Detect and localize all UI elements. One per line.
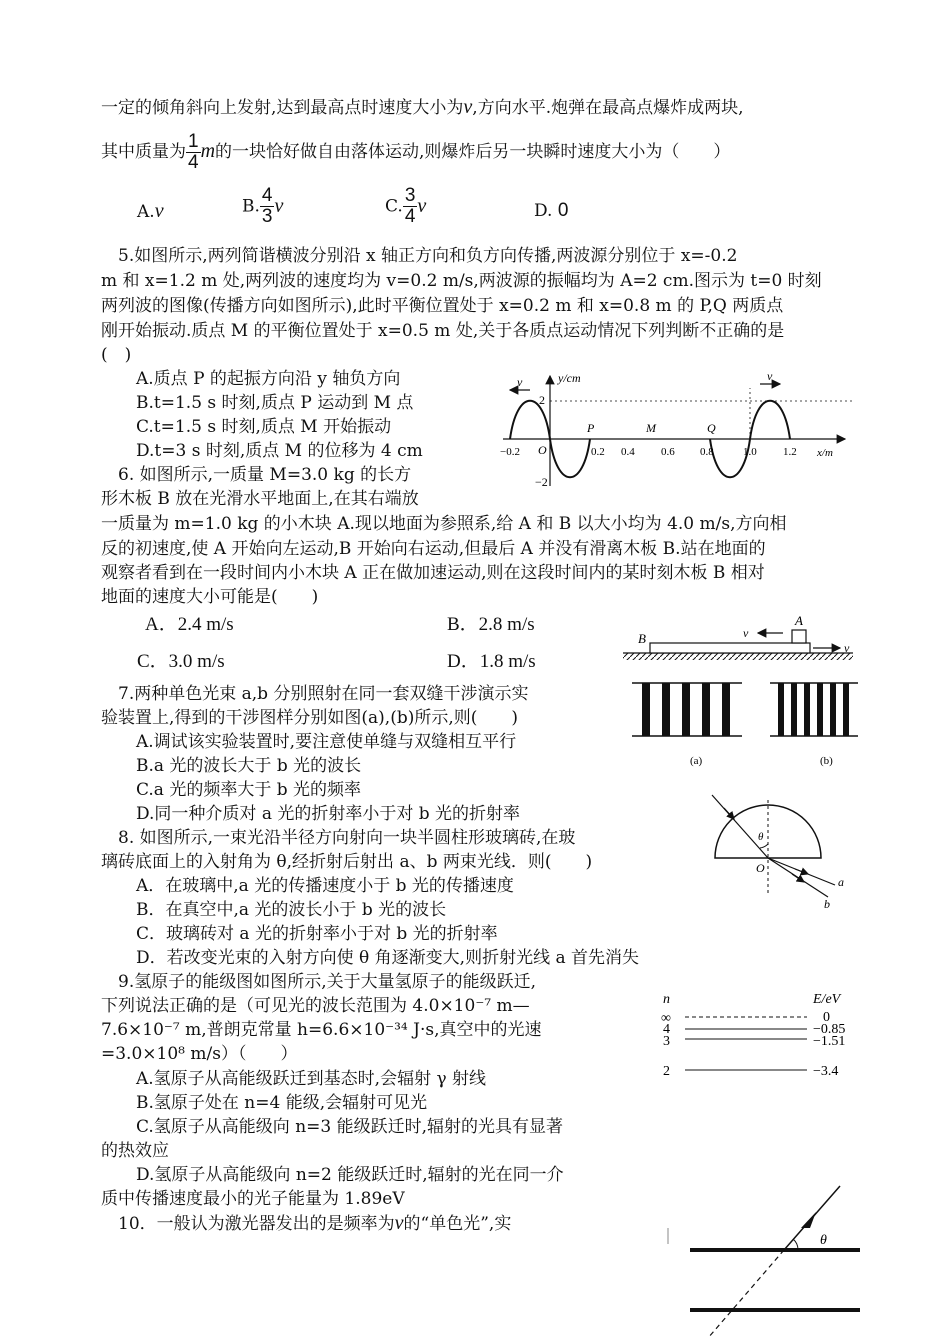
velocity-a-label: v [743, 626, 749, 640]
level-n-3: 3 [663, 1034, 670, 1049]
q7-option-b: B.a 光的波长大于 b 光的波长 [136, 756, 362, 776]
q10-slab-figure [660, 1178, 870, 1342]
level-e-3: −1.51 [813, 1034, 846, 1049]
x-tick: 0.2 [591, 446, 605, 458]
q9-stem-line: =3.0×10⁸ m/s）（ ） [101, 1044, 298, 1064]
q5-option-d: D.t=3 s 时刻,质点 M 的位移为 4 cm [136, 441, 423, 461]
q5-stem-line: m 和 x=1.2 m 处,两列波的速度均为 v=0.2 m/s,两波源的振幅均为 A=2 cm.图示为 t=0 时刻 [101, 271, 822, 291]
q4-option-d: D. 0 [534, 200, 569, 221]
point-p-label: P [587, 421, 595, 435]
q9-option-a: A.氢原子从高能级跃迁到基态时,会辐射 γ 射线 [136, 1069, 487, 1089]
level-e-4: −0.85 [813, 1022, 846, 1037]
caption-a: (a) [690, 755, 703, 767]
q7-option-a: A.调试该实验装置时,要注意使单缝与双缝相互平行 [136, 732, 517, 752]
y-axis-label: y/cm [558, 371, 581, 385]
ray-b-label: b [824, 897, 830, 910]
q9-energy-level-figure [655, 985, 865, 1085]
q6-option-b: B．2.8 m/s [447, 614, 535, 635]
q9-option-d-cont: 质中传播速度最小的光子能量为 1.89eV [101, 1189, 405, 1209]
q8-option-d: D．若改变光束的入射方向使 θ 角逐渐变大,则折射光线 a 首先消失 [136, 948, 640, 968]
origin-label: O [538, 443, 547, 457]
level-e-2: −3.4 [813, 1064, 839, 1079]
level-n-2: 2 [663, 1064, 670, 1079]
q6-option-a: A．2.4 m/s [145, 614, 234, 635]
q9-option-c-cont: 的热效应 [101, 1141, 169, 1161]
q8-glass-figure [700, 790, 860, 910]
level-e-inf: 0 [823, 1010, 830, 1025]
q6-option-c: C．3.0 m/s [137, 651, 225, 672]
q6-stem-line: 地面的速度大小可能是( ) [101, 587, 319, 607]
q9-stem-line: 下列说法正确的是（可见光的波长范围为 4.0×10⁻⁷ m— [101, 996, 530, 1016]
level-n-4: 4 [663, 1022, 670, 1037]
point-m-label: M [646, 421, 656, 435]
q8-stem-line: 璃砖底面上的入射角为 θ,经折射后射出 a、b 两束光线．则( ) [101, 852, 593, 872]
q5-option-b: B.t=1.5 s 时刻,质点 P 运动到 M 点 [136, 393, 414, 413]
q5-wave-figure [495, 368, 855, 493]
q7-stem-line: 7.两种单色光束 a,b 分别照射在同一套双缝干涉演示实 [101, 684, 529, 704]
q6-board-figure [618, 615, 858, 667]
q6-stem-line: 6. 如图所示,一质量 M=3.0 kg 的长方 [101, 465, 412, 485]
x-axis-label: x/m [817, 447, 833, 459]
q6-stem-line: 一质量为 m=1.0 kg 的小木块 A.现以地面为参照系,给 A 和 B 以大小均为 4.0 m/s,方向相 [101, 514, 787, 534]
ray-a-label: a [838, 875, 844, 889]
theta-label: θ [758, 831, 764, 843]
var-v: v [463, 96, 473, 118]
wave-right-v: v [767, 369, 773, 383]
origin-o-label: O [756, 861, 765, 875]
q10-stem-line: 10．一般认为激光器发出的是频率为ν的“单色光”,实 [101, 1212, 512, 1234]
q4-option-b: B. $\frac{4}{3}$ v [242, 185, 284, 227]
q6-stem-line: 观察者看到在一段时间内小木块 A 正在做加速运动,则在这段时间内的某时刻木板 B 相对 [101, 563, 765, 583]
q5-stem-line: 5.如图所示,两列简谐横波分别沿 x 轴正方向和负方向传播,两波源分别位于 x=-0.2 [101, 246, 738, 266]
level-n-inf: ∞ [661, 1011, 671, 1026]
x-tick: 1.2 [783, 446, 797, 458]
q5-stem-line: 两列波的图像(传播方向如图所示),此时平衡位置处于 x=0.2 m 和 x=0.8 m 的 P,Q 两质点 [101, 296, 784, 316]
q4-option-c: C. $\frac{3}{4}$ v [385, 185, 427, 227]
q8-option-c: C．玻璃砖对 a 光的折射率小于对 b 光的折射率 [136, 924, 498, 944]
q9-option-b: B.氢原子处在 n=4 能级,会辐射可见光 [136, 1093, 428, 1113]
n-header: n [663, 992, 670, 1007]
velocity-b-label: v [844, 641, 850, 655]
q6-stem-line: 形木板 B 放在光滑水平地面上,在其右端放 [101, 489, 419, 509]
board-b-label: B [638, 631, 646, 646]
q5-option-c: C.t=1.5 s 时刻,质点 M 开始振动 [136, 417, 392, 437]
q8-stem-line: 8. 如图所示,一束光沿半径方向射向一块半圆柱形玻璃砖,在玻 [101, 828, 576, 848]
q7-stem-line: 验装置上,得到的干涉图样分别如图(a),(b)所示,则( ) [101, 708, 519, 728]
q7-option-c: C.a 光的频率大于 b 光的频率 [136, 780, 362, 800]
x-tick: 0.6 [661, 446, 675, 458]
x-tick: 1.0 [743, 446, 757, 458]
point-q-label: Q [707, 421, 716, 435]
q6-stem-line: 反的初速度,使 A 开始向左运动,B 开始向右运动,但最后 A 并没有滑离木板 B.站在地面的 [101, 539, 766, 559]
q6-option-d: D．1.8 m/s [447, 651, 536, 672]
q5-stem-line: ( ) [101, 345, 132, 365]
x-tick: 0.4 [621, 446, 635, 458]
energy-header: E/eV [813, 992, 841, 1007]
y-tick-neg2: −2 [535, 475, 548, 489]
x-tick: 0.8 [700, 446, 714, 458]
q8-option-a: A．在玻璃中,a 光的传播速度小于 b 光的传播速度 [136, 876, 514, 896]
q4-line-1: 一定的倾角斜向上发射,达到最高点时速度大小为v,方向水平.炮弹在最高点爆炸成两块, [101, 96, 744, 118]
y-tick-2: 2 [539, 393, 545, 407]
caption-b: (b) [820, 755, 833, 767]
q8-option-b: B．在真空中,a 光的波长小于 b 光的波长 [136, 900, 447, 920]
q7-option-d: D.同一种介质对 a 光的折射率小于对 b 光的折射率 [136, 804, 521, 824]
q4-option-a: A.v [137, 200, 164, 222]
q9-stem-line: 9.氢原子的能级图如图所示,关于大量氢原子的能级跃迁, [101, 972, 537, 992]
q4-line-2: 其中质量为 $\frac{1}{4}$ m的一块恰好做自由落体运动,则爆炸后另一块瞬时速度大小为（ ） [101, 131, 731, 173]
q5-stem-line: 刚开始振动.质点 M 的平衡位置处于 x=0.5 m 处,关于各质点运动情况下列判断不正确的是 [101, 321, 785, 341]
q9-stem-line: 7.6×10⁻⁷ m,普朗克常量 h=6.6×10⁻³⁴ J·s,真空中的光速 [101, 1020, 542, 1040]
block-a-label: A [795, 615, 803, 628]
theta-label: θ [820, 1233, 827, 1248]
q9-option-c: C.氢原子从高能级向 n=3 能级跃迁时,辐射的光具有显著 [136, 1117, 564, 1137]
wave-left-v: v [517, 375, 523, 389]
q7-fringe-figure [630, 678, 860, 770]
q5-option-a: A.质点 P 的起振方向沿 y 轴负方向 [136, 369, 401, 389]
fraction-one-quarter: $\frac{1}{4}$ [188, 131, 199, 173]
q9-option-d: D.氢原子从高能级向 n=2 能级跃迁时,辐射的光在同一介 [136, 1165, 564, 1185]
x-tick: −0.2 [500, 446, 520, 458]
